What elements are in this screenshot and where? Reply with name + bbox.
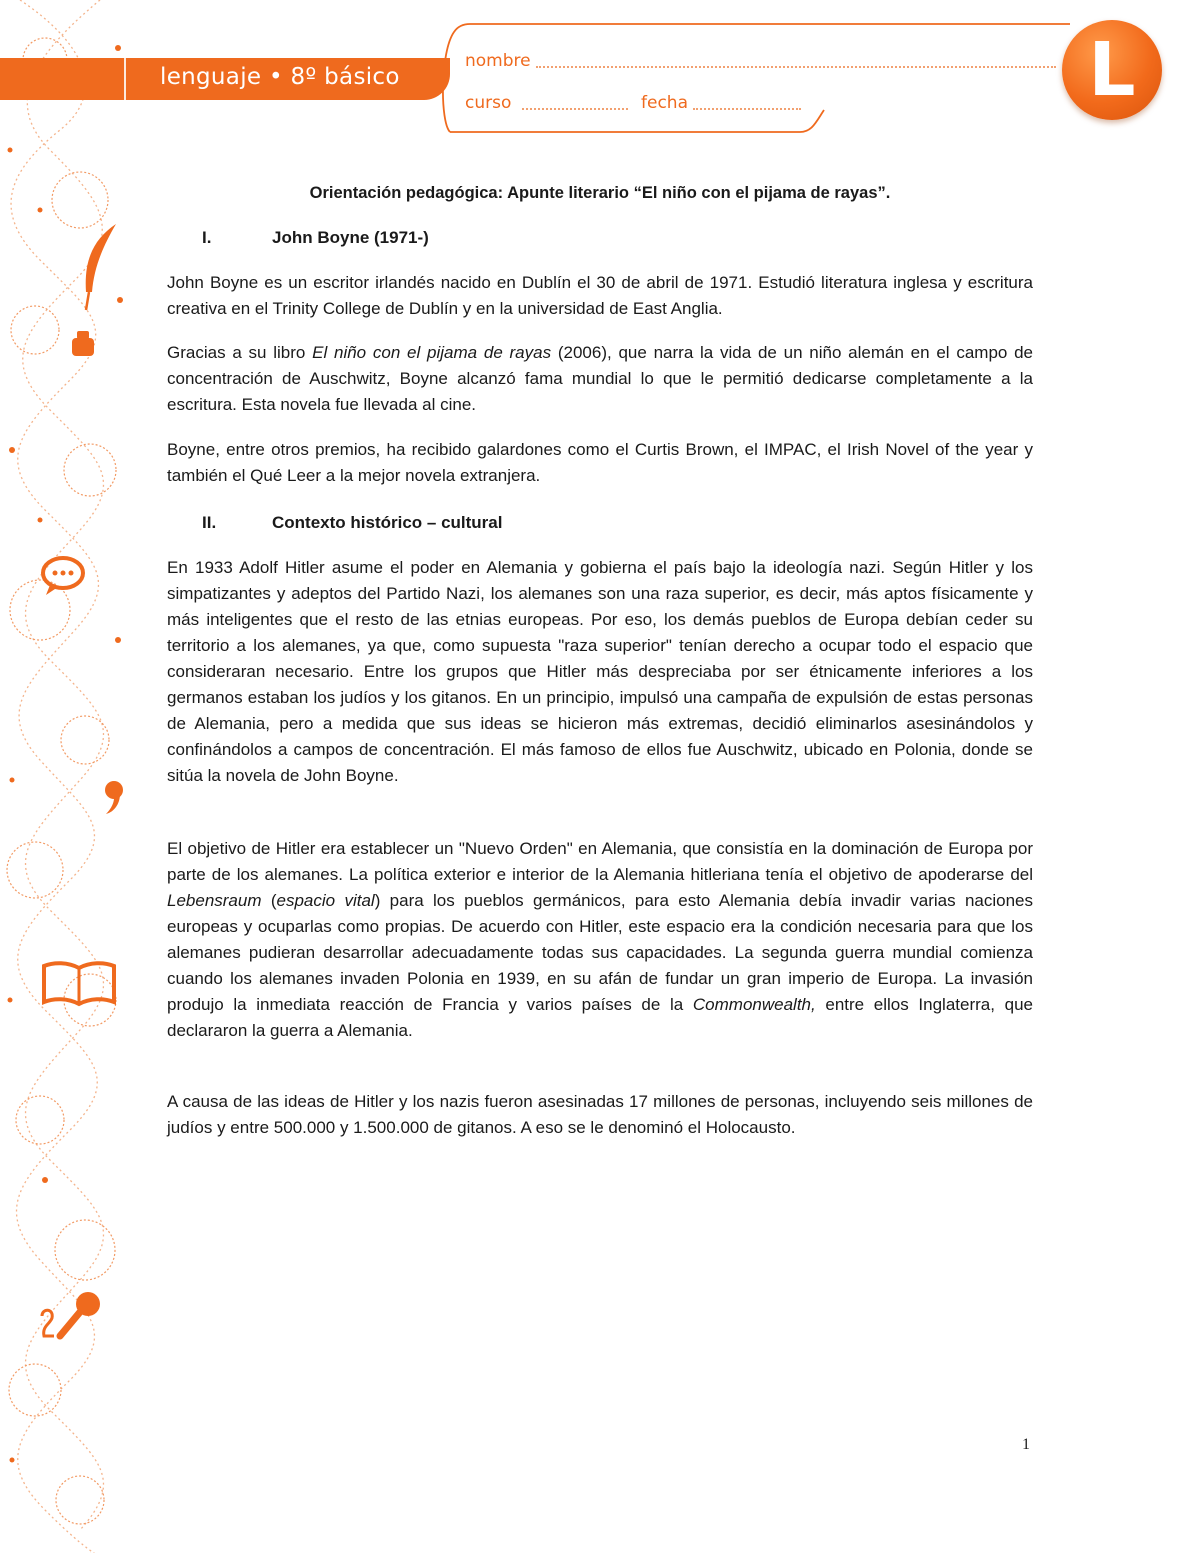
section-number: II. [202, 513, 217, 532]
paragraph: A causa de las ideas de Hitler y los nazis fueron asesinadas 17 millones de personas, incluyendo seis millones de judíos y entre 500.000 y 1.500.000 de gitanos. A eso se le denominó el Holocausto. [167, 1092, 1033, 1137]
student-info-frame [440, 22, 1080, 142]
paragraph-text: Gracias a su libro [167, 343, 313, 362]
open-book-icon [40, 958, 118, 1008]
subject-badge-icon: L [1062, 20, 1162, 120]
document-title: Orientación pedagógica: Apunte literario “El niño con el pijama de rayas”. [309, 184, 891, 202]
comma-icon [102, 780, 126, 816]
paragraph [167, 836, 1033, 1044]
subject-grade-label [160, 64, 400, 90]
quill-icon [72, 222, 122, 312]
subject-label: lenguaje [160, 64, 262, 90]
paragraph-text: El objetivo de Hitler era establecer un "Nuevo Orden" en Alemania, que consistía en la dominación de Europa por parte de los alemanes. La política exterior e interior de la Alemania hitleriana tenía el objetivo de apoderarse del [167, 839, 1033, 884]
date-field-line[interactable] [693, 108, 801, 110]
banner-divider [124, 58, 126, 100]
paragraph [167, 340, 1033, 418]
italic-term: Lebensraum [167, 891, 262, 910]
paragraph-text: ( [261, 891, 277, 910]
section-number: I. [202, 228, 212, 247]
paragraph-text: (2006), que narra la vida de un niño alemán en el campo de concentración de Auschwitz, Boyne alcanzó fama mundial lo que le permitió dedicarse completamente a la escritura. Esta novela fue llevada al cine. [167, 343, 1034, 414]
paragraph: Boyne, entre otros premios, ha recibido galardones como el Curtis Brown, el IMPAC, el Irish Novel of the year y también el Qué Leer a la mejor novela extranjera. [167, 440, 1033, 485]
grade-label: 8º básico [290, 64, 400, 90]
section-title: Contexto histórico – cultural [272, 513, 503, 532]
name-field-line[interactable] [536, 66, 1056, 68]
page-number: 1 [1022, 1436, 1030, 1453]
section-heading [202, 513, 502, 533]
italic-term: espacio vital [276, 891, 375, 910]
paragraph: John Boyne es un escritor irlandés nacido en Dublín el 30 de abril de 1971. Estudió literatura inglesa y escritura creativa en el Trinity College de Dublín y en la universidad de East Anglia. [167, 273, 1033, 318]
book-title: El niño con el pijama de rayas [312, 343, 552, 362]
course-field-label: curso [465, 93, 512, 113]
subject-banner [0, 58, 450, 100]
course-field-line[interactable] [522, 108, 628, 110]
paragraph: En 1933 Adolf Hitler asume el poder en Alemania y gobierna el país bajo la ideología nazi. Según Hitler y los simpatizantes y adeptos del Partido Nazi, los alemanes son una raza superior, es decir, más aptos físicamente y más inteligentes que el resto de las etnias europeas. Por eso, los demás pueblos de Europa debían ceder su territorio a los alemanes, ya que, como supuesta "raza superior" tenían derecho a ocupar todo el espacio que consideraran necesario. Entre los grupos que Hitler más despreciaba por ser étnicamente inferiores a los germanos estaban los judíos y los gitanos. En un principio, impulsó una campaña de expulsión de estas personas de Alemania, pero a medida que sus ideas se hicieron más extremas, decidió eliminarlos asesinándolos y confinándolos a campos de concentración. El más famoso de ellos fue Auschwitz, ubicado en Polonia, donde se sitúa la novela de John Boyne. [167, 558, 1033, 785]
microphone-icon [36, 1290, 106, 1346]
speech-bubble-icon [38, 555, 88, 597]
inkwell-icon [66, 328, 100, 358]
section-title: John Boyne (1971-) [272, 228, 429, 247]
date-field-label: fecha [641, 93, 688, 113]
name-field-label: nombre [465, 51, 531, 71]
section-heading [202, 228, 429, 248]
paragraph-text: entre ellos Inglaterra, que declararon la guerra a Alemania. [167, 995, 1033, 1040]
paragraph-text: ) para los pueblos germánicos, para esto Alemania debía invadir varias naciones europeas y ocuparlas como propias. De acuerdo con Hitler, este espacio era la condición necesaria para que los alemanes pudieran desarrollar adecuadamente todas sus capacidades. La segunda guerra mundial comienza cuando los alemanes invaden Polonia en 1939, en su afán de fundar un gran imperio de Europa. La invasión produjo la inmediata reacción de Francia y varios países de la [167, 891, 1033, 1014]
separator-dot: • [268, 64, 283, 90]
italic-term: Commonwealth, [692, 995, 816, 1014]
